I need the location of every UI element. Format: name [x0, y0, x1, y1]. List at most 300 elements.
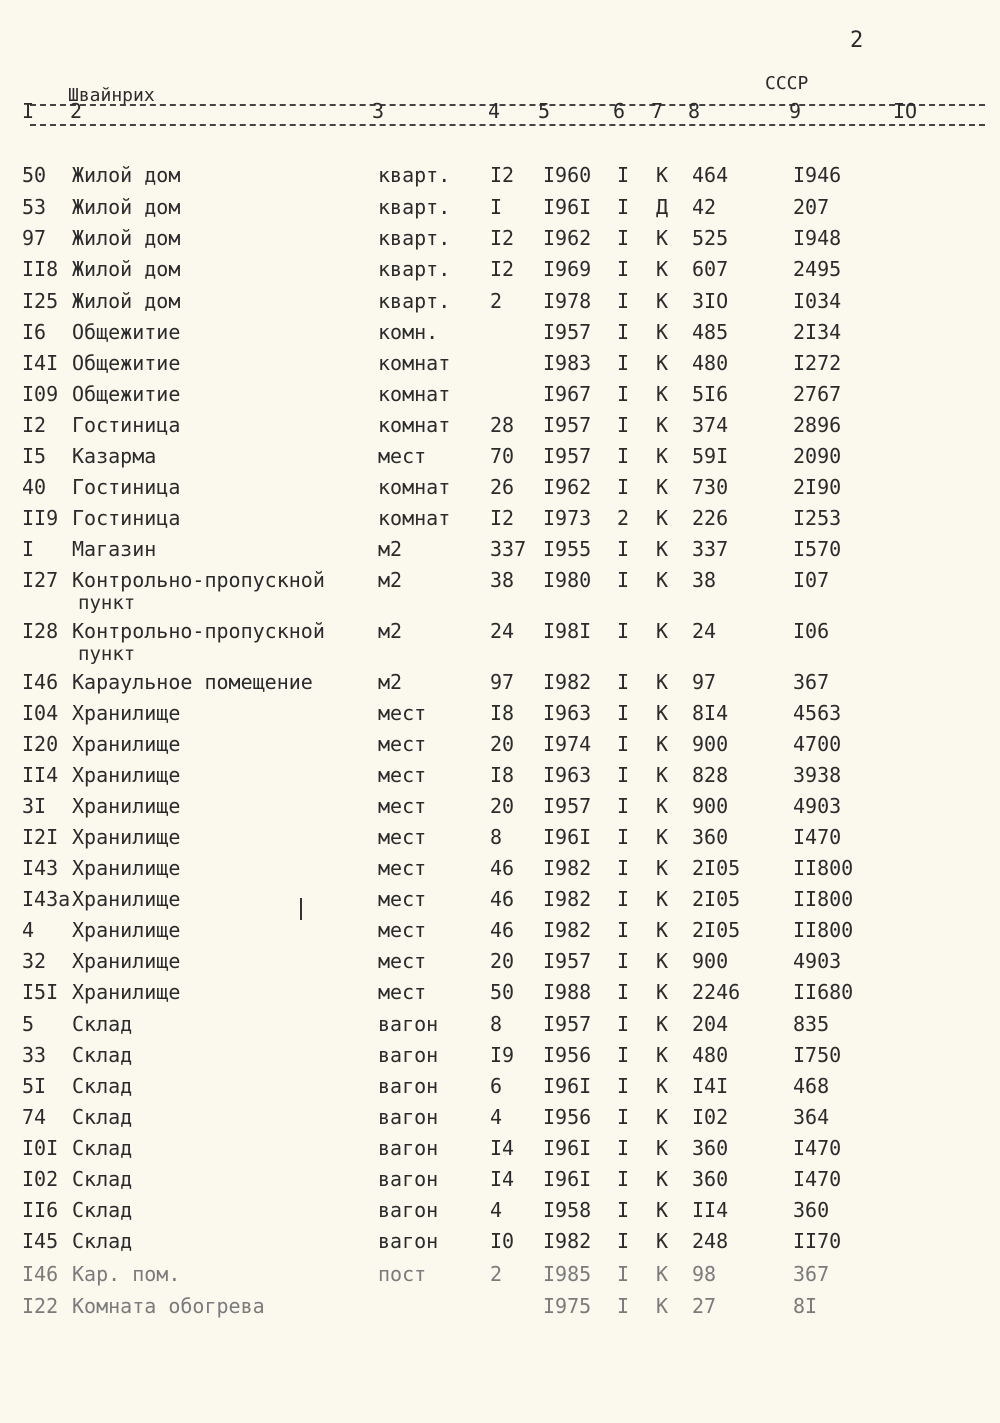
cell-c6: I	[617, 856, 630, 880]
cell-c4: I2	[490, 257, 515, 281]
cell-c8: 98	[692, 1262, 717, 1286]
cell-c6: I	[617, 1294, 630, 1318]
cell-c6: I	[617, 226, 630, 250]
cell-c9: I470	[793, 825, 842, 849]
cell-c3: вагон	[378, 1136, 439, 1160]
cell-c9: 367	[793, 1262, 830, 1286]
table-row	[0, 763, 1000, 793]
cell-c7: К	[656, 506, 669, 530]
cell-c1: I02	[22, 1167, 59, 1191]
cell-c5: I969	[543, 257, 592, 281]
cell-c4: I4	[490, 1136, 515, 1160]
cell-c8: 730	[692, 475, 729, 499]
cell-c6: I	[617, 1262, 630, 1286]
cell-c5: I985	[543, 1262, 592, 1286]
cell-c1: 3I	[22, 794, 47, 818]
table-row	[0, 257, 1000, 287]
cell-c8: 8I4	[692, 701, 729, 725]
cell-c4: I8	[490, 763, 515, 787]
cell-c3: кварт.	[378, 226, 451, 250]
cell-c9: 8I	[793, 1294, 818, 1318]
cell-c7: К	[656, 670, 669, 694]
cell-c5: I96I	[543, 1167, 592, 1191]
cell-c4: 2	[490, 289, 503, 313]
table-row	[0, 506, 1000, 536]
table-row	[0, 1229, 1000, 1259]
cell-c6: I	[617, 257, 630, 281]
cell-c2: Комната обогрева	[72, 1294, 265, 1318]
cell-c4: 337	[490, 537, 527, 561]
cell-c9: 4903	[793, 794, 842, 818]
cell-c4: 8	[490, 825, 503, 849]
cell-c2: Хранилище	[72, 856, 181, 880]
cell-c7: К	[656, 701, 669, 725]
cell-c2: Жилой дом	[72, 289, 181, 313]
table-row	[0, 537, 1000, 567]
cell-c6: I	[617, 794, 630, 818]
cell-c3: вагон	[378, 1198, 439, 1222]
cell-c5: I96I	[543, 825, 592, 849]
cell-c6: I	[617, 763, 630, 787]
cell-c1: II6	[22, 1198, 59, 1222]
cell-c8: 38	[692, 568, 717, 592]
cell-c8: 5I6	[692, 382, 729, 406]
cell-c4: 8	[490, 1012, 503, 1036]
table-row	[0, 825, 1000, 855]
cell-c2: Жилой дом	[72, 226, 181, 250]
column-number: 3	[372, 99, 385, 123]
column-number: 5	[538, 99, 551, 123]
cell-c8: I4I	[692, 1074, 729, 1098]
table-row	[0, 619, 1000, 665]
cell-c6: I	[617, 980, 630, 1004]
cell-c1: I20	[22, 732, 59, 756]
cell-c7: К	[656, 1136, 669, 1160]
cell-c7: К	[656, 619, 669, 643]
table-row	[0, 475, 1000, 505]
cell-c2: Хранилище	[72, 949, 181, 973]
cell-c9: 367	[793, 670, 830, 694]
cell-c2: Склад	[72, 1105, 133, 1129]
cell-c4: I	[490, 195, 503, 219]
cell-c8: 900	[692, 949, 729, 973]
cell-c6: I	[617, 537, 630, 561]
table-row	[0, 918, 1000, 948]
cell-c3: вагон	[378, 1074, 439, 1098]
cell-c2: Хранилище	[72, 980, 181, 1004]
cell-c5: I962	[543, 226, 592, 250]
cell-c7: К	[656, 763, 669, 787]
table-row	[0, 382, 1000, 412]
cell-c5: I955	[543, 537, 592, 561]
cell-c6: I	[617, 1043, 630, 1067]
header-left: Швайнрих	[68, 85, 155, 106]
cell-c6: I	[617, 195, 630, 219]
cell-c1: 50	[22, 163, 47, 187]
cell-c9: II800	[793, 918, 854, 942]
cell-c9: 2495	[793, 257, 842, 281]
cell-c7: К	[656, 1074, 669, 1098]
cell-c6: I	[617, 1105, 630, 1129]
cell-c5: I958	[543, 1198, 592, 1222]
cell-c2: Хранилище	[72, 825, 181, 849]
cell-c8: 607	[692, 257, 729, 281]
cell-c7: К	[656, 949, 669, 973]
cell-c9: I750	[793, 1043, 842, 1067]
page-number: 2	[850, 28, 864, 53]
cell-c6: I	[617, 825, 630, 849]
table-row	[0, 289, 1000, 319]
cell-c1: II4	[22, 763, 59, 787]
cell-c4: 20	[490, 732, 515, 756]
table-row	[0, 1043, 1000, 1073]
cell-c2: Жилой дом	[72, 195, 181, 219]
cell-c2b: пункт	[78, 592, 136, 614]
cell-c1: I04	[22, 701, 59, 725]
cell-c6: I	[617, 320, 630, 344]
cell-c3: мест	[378, 949, 427, 973]
cell-c6: I	[617, 351, 630, 375]
table-row	[0, 980, 1000, 1010]
cell-c7: К	[656, 794, 669, 818]
cell-c9: 207	[793, 195, 830, 219]
cell-c6: I	[617, 887, 630, 911]
cell-c8: 374	[692, 413, 729, 437]
cell-c7: К	[656, 537, 669, 561]
cell-c8: 525	[692, 226, 729, 250]
cell-c5: I96I	[543, 1074, 592, 1098]
cell-c7: К	[656, 163, 669, 187]
cell-c3: мест	[378, 856, 427, 880]
cell-c8: 360	[692, 825, 729, 849]
cell-c6: I	[617, 163, 630, 187]
cell-c6: I	[617, 732, 630, 756]
cell-c1: 5	[22, 1012, 35, 1036]
cell-c4: 28	[490, 413, 515, 437]
cell-c7: К	[656, 226, 669, 250]
table-row	[0, 856, 1000, 886]
table-row	[0, 163, 1000, 193]
cell-c5: I978	[543, 289, 592, 313]
table-row	[0, 1198, 1000, 1228]
cell-c3: мест	[378, 732, 427, 756]
cell-c3: комнат	[378, 382, 451, 406]
column-number: 8	[688, 99, 701, 123]
cell-c7: К	[656, 980, 669, 1004]
cell-c6: I	[617, 382, 630, 406]
cell-c3: кварт.	[378, 257, 451, 281]
cell-c5: I960	[543, 163, 592, 187]
cell-c5: I975	[543, 1294, 592, 1318]
cell-c5: I957	[543, 444, 592, 468]
cell-c8: 97	[692, 670, 717, 694]
column-number: 6	[613, 99, 626, 123]
column-number: I	[22, 99, 35, 123]
cell-c7: К	[656, 1262, 669, 1286]
cell-c9: 4700	[793, 732, 842, 756]
cell-c8: 900	[692, 732, 729, 756]
cell-c3: комн.	[378, 320, 439, 344]
cell-c4: 38	[490, 568, 515, 592]
cell-c5: I98I	[543, 619, 592, 643]
cell-c8: 360	[692, 1167, 729, 1191]
cell-c4: I2	[490, 163, 515, 187]
table-row	[0, 444, 1000, 474]
table-row	[0, 670, 1000, 700]
table-row	[0, 1012, 1000, 1042]
cell-c9: II680	[793, 980, 854, 1004]
cell-c8: 24	[692, 619, 717, 643]
cell-c2: Склад	[72, 1074, 133, 1098]
cell-c3: мест	[378, 763, 427, 787]
cell-c1: I22	[22, 1294, 59, 1318]
cell-c2: Хранилище	[72, 732, 181, 756]
cell-c2: Склад	[72, 1136, 133, 1160]
cell-c2: Общежитие	[72, 382, 181, 406]
cell-c7: К	[656, 1105, 669, 1129]
cell-c7: К	[656, 732, 669, 756]
cell-c1: 5I	[22, 1074, 47, 1098]
cell-c9: 2767	[793, 382, 842, 406]
cell-c2: Хранилище	[72, 918, 181, 942]
cell-c9: II70	[793, 1229, 842, 1253]
cell-c5: I982	[543, 856, 592, 880]
cell-c4: 46	[490, 918, 515, 942]
table-row	[0, 1294, 1000, 1324]
cell-c4: 26	[490, 475, 515, 499]
cell-c8: 2I05	[692, 918, 741, 942]
cell-c3: мест	[378, 918, 427, 942]
cell-c5: I982	[543, 1229, 592, 1253]
cell-c2: Хранилище	[72, 887, 181, 911]
cell-c8: 2I05	[692, 856, 741, 880]
cell-c4: 97	[490, 670, 515, 694]
cell-c8: 248	[692, 1229, 729, 1253]
cell-c3: пост	[378, 1262, 427, 1286]
cell-c4: I4	[490, 1167, 515, 1191]
cell-c9: 4903	[793, 949, 842, 973]
cell-c1: I45	[22, 1229, 59, 1253]
cell-c3: м2	[378, 568, 403, 592]
cell-c8: I02	[692, 1105, 729, 1129]
cell-c4: I8	[490, 701, 515, 725]
cell-c7: Д	[656, 195, 669, 219]
cell-c1: I09	[22, 382, 59, 406]
table-row	[0, 949, 1000, 979]
cell-c1: I5I	[22, 980, 59, 1004]
cell-c9: 2090	[793, 444, 842, 468]
table-row	[0, 732, 1000, 762]
cell-c4: 2	[490, 1262, 503, 1286]
cell-c9: II800	[793, 856, 854, 880]
cell-c8: 828	[692, 763, 729, 787]
cell-c5: I963	[543, 701, 592, 725]
cell-c7: К	[656, 1043, 669, 1067]
table-row	[0, 1105, 1000, 1135]
cell-c2: Контрольно-пропускной	[72, 568, 325, 592]
cell-c2: Кар. пом.	[72, 1262, 181, 1286]
cell-c2: Гостиница	[72, 413, 181, 437]
cell-c3: комнат	[378, 506, 451, 530]
cell-c5: I974	[543, 732, 592, 756]
cell-c6: I	[617, 1136, 630, 1160]
cell-c5: I96I	[543, 195, 592, 219]
cell-c5: I982	[543, 918, 592, 942]
cell-c9: I470	[793, 1136, 842, 1160]
table-row	[0, 794, 1000, 824]
table-row	[0, 568, 1000, 614]
cell-c3: кварт.	[378, 195, 451, 219]
cell-c8: 464	[692, 163, 729, 187]
cell-c8: 42	[692, 195, 717, 219]
cell-c1: I25	[22, 289, 59, 313]
cell-c7: К	[656, 887, 669, 911]
cell-c6: I	[617, 568, 630, 592]
cell-c6: I	[617, 1167, 630, 1191]
cell-c2: Хранилище	[72, 763, 181, 787]
cell-c7: К	[656, 382, 669, 406]
cell-c7: К	[656, 1294, 669, 1318]
cell-c5: I988	[543, 980, 592, 1004]
cell-c5: I956	[543, 1043, 592, 1067]
cell-c2: Хранилище	[72, 701, 181, 725]
cell-c1: 74	[22, 1105, 47, 1129]
cell-c1: 97	[22, 226, 47, 250]
cell-c6: I	[617, 701, 630, 725]
cell-c3: мест	[378, 701, 427, 725]
cell-c9: 364	[793, 1105, 830, 1129]
cell-c9: 3938	[793, 763, 842, 787]
cell-c9: 2I90	[793, 475, 842, 499]
cell-c3: вагон	[378, 1167, 439, 1191]
cell-c2: Общежитие	[72, 320, 181, 344]
cell-c5: I967	[543, 382, 592, 406]
cell-c8: 204	[692, 1012, 729, 1036]
cell-c9: 4563	[793, 701, 842, 725]
cell-c7: К	[656, 568, 669, 592]
cell-c9: I946	[793, 163, 842, 187]
cell-c8: 2246	[692, 980, 741, 1004]
table-row	[0, 1167, 1000, 1197]
cell-c4: I9	[490, 1043, 515, 1067]
cell-c3: вагон	[378, 1012, 439, 1036]
table-row	[0, 1136, 1000, 1166]
table-row	[0, 413, 1000, 443]
cell-c1: 4	[22, 918, 35, 942]
cell-c7: К	[656, 444, 669, 468]
column-number: 2	[70, 99, 83, 123]
cell-c5: I982	[543, 887, 592, 911]
cell-c2: Склад	[72, 1012, 133, 1036]
cell-c1: 53	[22, 195, 47, 219]
cell-c3: мест	[378, 444, 427, 468]
cell-c4: I0	[490, 1229, 515, 1253]
cell-c4: 20	[490, 794, 515, 818]
cell-c5: I957	[543, 413, 592, 437]
cell-c5: I983	[543, 351, 592, 375]
cell-c3: мест	[378, 887, 427, 911]
cell-c5: I963	[543, 763, 592, 787]
cell-c1: I2	[22, 413, 47, 437]
cell-c6: I	[617, 444, 630, 468]
cell-c9: I272	[793, 351, 842, 375]
cell-c2b: пункт	[78, 643, 136, 665]
cell-c2: Склад	[72, 1198, 133, 1222]
cell-c9: I06	[793, 619, 830, 643]
cell-c1: 33	[22, 1043, 47, 1067]
cell-c8: 485	[692, 320, 729, 344]
cell-c3: мест	[378, 980, 427, 1004]
cell-c2: Склад	[72, 1043, 133, 1067]
cell-c3: м2	[378, 670, 403, 694]
cell-c2: Караульное помещение	[72, 670, 313, 694]
table-row	[0, 887, 1000, 917]
cell-c8: 27	[692, 1294, 717, 1318]
cell-c7: К	[656, 475, 669, 499]
cell-c8: 2I05	[692, 887, 741, 911]
cell-c6: I	[617, 1012, 630, 1036]
cell-c6: I	[617, 949, 630, 973]
cell-c1: II9	[22, 506, 59, 530]
cell-c1: I4I	[22, 351, 59, 375]
cell-c7: К	[656, 351, 669, 375]
cell-c9: I948	[793, 226, 842, 250]
cell-c6: I	[617, 1074, 630, 1098]
header-right: СССР	[765, 73, 809, 94]
cell-c6: I	[617, 475, 630, 499]
cell-c6: I	[617, 1198, 630, 1222]
table-row	[0, 1074, 1000, 1104]
cell-c9: 360	[793, 1198, 830, 1222]
cell-c1: I27	[22, 568, 59, 592]
cell-c1: 40	[22, 475, 47, 499]
cell-c7: К	[656, 918, 669, 942]
cell-c4: 46	[490, 856, 515, 880]
cell-c8: 337	[692, 537, 729, 561]
cell-c9: 2896	[793, 413, 842, 437]
column-number: 9	[789, 99, 802, 123]
cell-c8: 480	[692, 1043, 729, 1067]
cell-c3: кварт.	[378, 163, 451, 187]
cell-c7: К	[656, 856, 669, 880]
cell-c7: К	[656, 825, 669, 849]
cell-c5: I957	[543, 1012, 592, 1036]
cell-c2: Гостиница	[72, 475, 181, 499]
cell-c3: мест	[378, 794, 427, 818]
cell-c4: 24	[490, 619, 515, 643]
cell-c8: 3IO	[692, 289, 729, 313]
cell-c3: кварт.	[378, 289, 451, 313]
cell-c7: К	[656, 320, 669, 344]
cell-c2: Контрольно-пропускной	[72, 619, 325, 643]
cell-c6: I	[617, 619, 630, 643]
table-row	[0, 320, 1000, 350]
cell-c9: 835	[793, 1012, 830, 1036]
cell-c5: I957	[543, 794, 592, 818]
cell-c7: К	[656, 1198, 669, 1222]
cell-c9: I034	[793, 289, 842, 313]
table-row	[0, 701, 1000, 731]
column-number: IO	[893, 99, 918, 123]
cell-c1: I0I	[22, 1136, 59, 1160]
cell-c2: Гостиница	[72, 506, 181, 530]
cell-c1: I43а	[22, 887, 71, 911]
cell-c1: I5	[22, 444, 47, 468]
cell-c6: I	[617, 670, 630, 694]
cell-c7: К	[656, 1012, 669, 1036]
cell-c3: комнат	[378, 351, 451, 375]
cell-c2: Склад	[72, 1167, 133, 1191]
